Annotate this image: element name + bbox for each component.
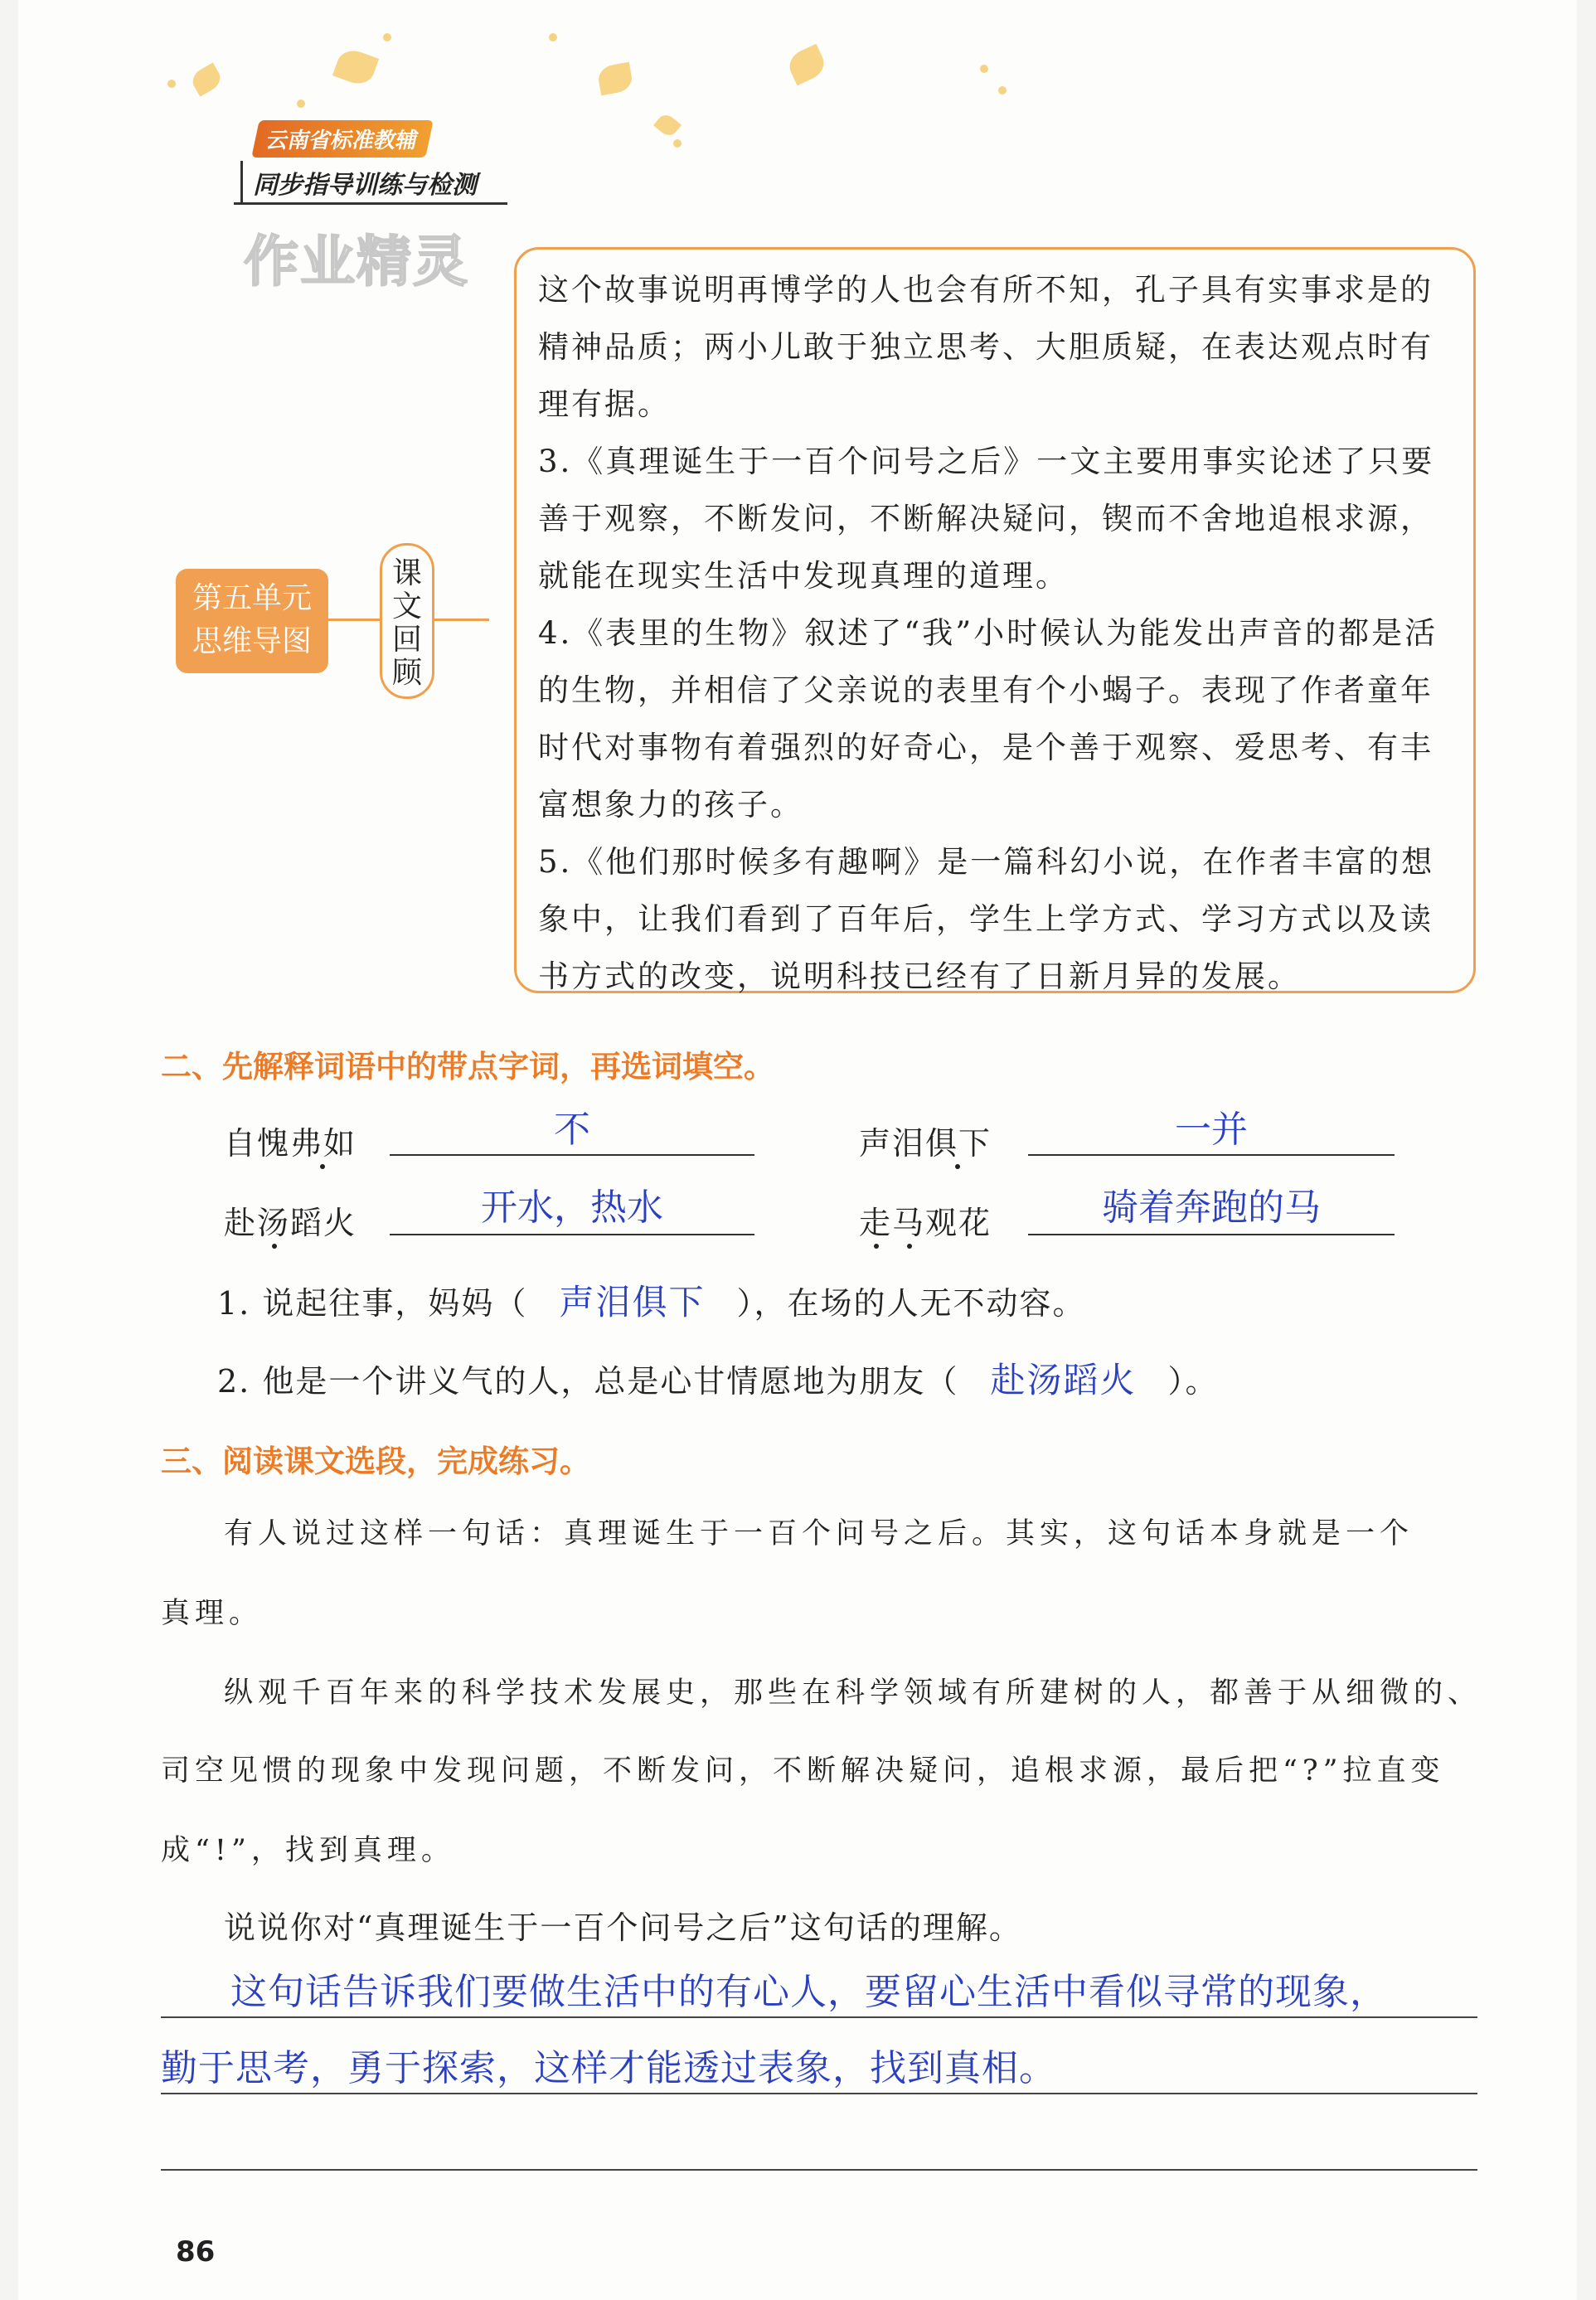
lesson-review-box [514, 247, 1476, 993]
dot-decoration [383, 33, 391, 41]
leaf-decoration [332, 46, 379, 88]
branch-char: 回 [391, 623, 422, 657]
section-2-heading: 二、先解释词语中的带点字词，再选词填空。 [161, 1049, 774, 1084]
word-item: 自愧弗如 [224, 1125, 357, 1162]
answer-blank [390, 1154, 754, 1156]
dot-decoration [297, 99, 305, 108]
word-item: 声泪俱下 [859, 1125, 992, 1162]
connector-line [434, 619, 489, 621]
answer-blank [390, 1234, 754, 1235]
series-tag: 云南省标准教辅 [251, 120, 434, 158]
branch-char: 顾 [391, 656, 422, 690]
sentence-answer: 声泪俱下 [559, 1282, 706, 1322]
unit-label: 第五单元 [192, 581, 312, 615]
sentence-suffix: ），在场的人无不动容。 [736, 1285, 1086, 1322]
passage-line: 成“!”，找到真理。 [161, 1834, 455, 1867]
lesson-review-branch [380, 543, 434, 699]
sentence-prefix: 2. 他是一个讲义气的人，总是心甘情愿地为朋友（ [217, 1363, 959, 1400]
review-paragraph: 3.《真理诞生于一百个问号之后》一文主要用事实论述了只要善于观察，不断发问，不断解决疑问，锲而不舍地追根求源，就能在现实生活中发现真理的道理。 [538, 444, 1435, 594]
passage-line: 真理。 [161, 1597, 264, 1630]
leaf-decoration [596, 62, 633, 95]
word-item: 赴汤蹈火 [224, 1205, 357, 1241]
word-answer: 一并 [1175, 1109, 1248, 1151]
word-answer: 开水，热水 [481, 1186, 663, 1229]
page-number: 86 [176, 2235, 216, 2268]
handwritten-answer-line: 勤于思考，勇于探索，这样才能透过表象，找到真相。 [161, 2047, 1056, 2089]
emphasis-dot [272, 1244, 277, 1249]
review-paragraph: 这个故事说明再博学的人也会有所不知，孔子具有实事求是的精神品质；两小儿敢于独立思考、大胆质疑，在表达观点时有理有据。 [538, 272, 1433, 422]
answer-rule [161, 2169, 1477, 2171]
fill-sentence-1 [217, 1275, 1086, 1325]
dot-decoration [549, 33, 557, 41]
branch-char: 课 [391, 556, 422, 590]
emphasis-dot [320, 1164, 325, 1169]
word-item: 走马观花 [859, 1205, 992, 1241]
answer-rule [161, 2093, 1477, 2094]
answer-blank [1028, 1234, 1395, 1235]
dot-decoration [980, 65, 988, 73]
branch-char: 文 [391, 590, 422, 624]
watermark: 作业精灵 [244, 230, 469, 294]
leaf-decoration [653, 111, 682, 139]
review-paragraph: 4.《表里的生物》叙述了“我”小时候认为能发出声音的都是活的生物，并相信了父亲说的表里有个小蝎子。表现了作者童年时代对事物有着强烈的好奇心，是个善于观察、爱思考、有丰富想象力的孩子。 [538, 615, 1438, 822]
book-subtitle: 同步指导训练与检测 [240, 161, 487, 204]
sentence-suffix: ）。 [1167, 1363, 1219, 1400]
unit-mindmap-badge [176, 569, 328, 673]
question-text: 说说你对“真理诞生于一百个问号之后”这句话的理解。 [224, 1909, 1022, 1946]
emphasis-dot [955, 1164, 960, 1169]
workbook-page [18, 0, 1577, 2300]
passage-line: 司空见惯的现象中发现问题，不断发问，不断解决疑问，追根求源，最后把“?”拉直变 [161, 1754, 1445, 1788]
fill-sentence-2 [217, 1353, 1219, 1403]
dot-decoration [167, 80, 176, 88]
review-paragraph: 5.《他们那时候多有趣啊》是一篇科幻小说，在作者丰富的想象中，让我们看到了百年后，学生上学方式、学习方式以及读书方式的改变，说明科技已经有了日新月异的发展。 [538, 844, 1435, 994]
leaf-decoration [784, 44, 828, 85]
leaf-decoration [188, 62, 224, 96]
emphasis-dot [874, 1244, 879, 1249]
connector-line [328, 619, 380, 621]
emphasis-dot [907, 1244, 912, 1249]
dot-decoration [998, 86, 1007, 95]
handwritten-answer-line: 这句话告诉我们要做生活中的有心人，要留心生活中看似寻常的现象， [230, 1971, 1387, 2013]
word-answer: 不 [554, 1109, 590, 1151]
sentence-prefix: 1. 说起往事，妈妈（ [217, 1285, 528, 1322]
section-3-heading: 三、阅读课文选段，完成练习。 [161, 1444, 590, 1479]
answer-blank [1028, 1154, 1395, 1156]
subtitle-underline [234, 202, 507, 205]
passage-line: 纵观千百年来的科学技术发展史，那些在科学领域有所建树的人，都善于从细微的、 [224, 1676, 1482, 1710]
dot-decoration [673, 139, 682, 148]
answer-rule [161, 2016, 1477, 2018]
mindmap-label: 思维导图 [192, 624, 312, 658]
passage-line: 有人说过这样一句话：真理诞生于一百个问号之后。其实，这句话本身就是一个 [224, 1517, 1414, 1550]
word-answer: 骑着奔跑的马 [1102, 1186, 1321, 1229]
sentence-answer: 赴汤蹈火 [990, 1360, 1137, 1400]
